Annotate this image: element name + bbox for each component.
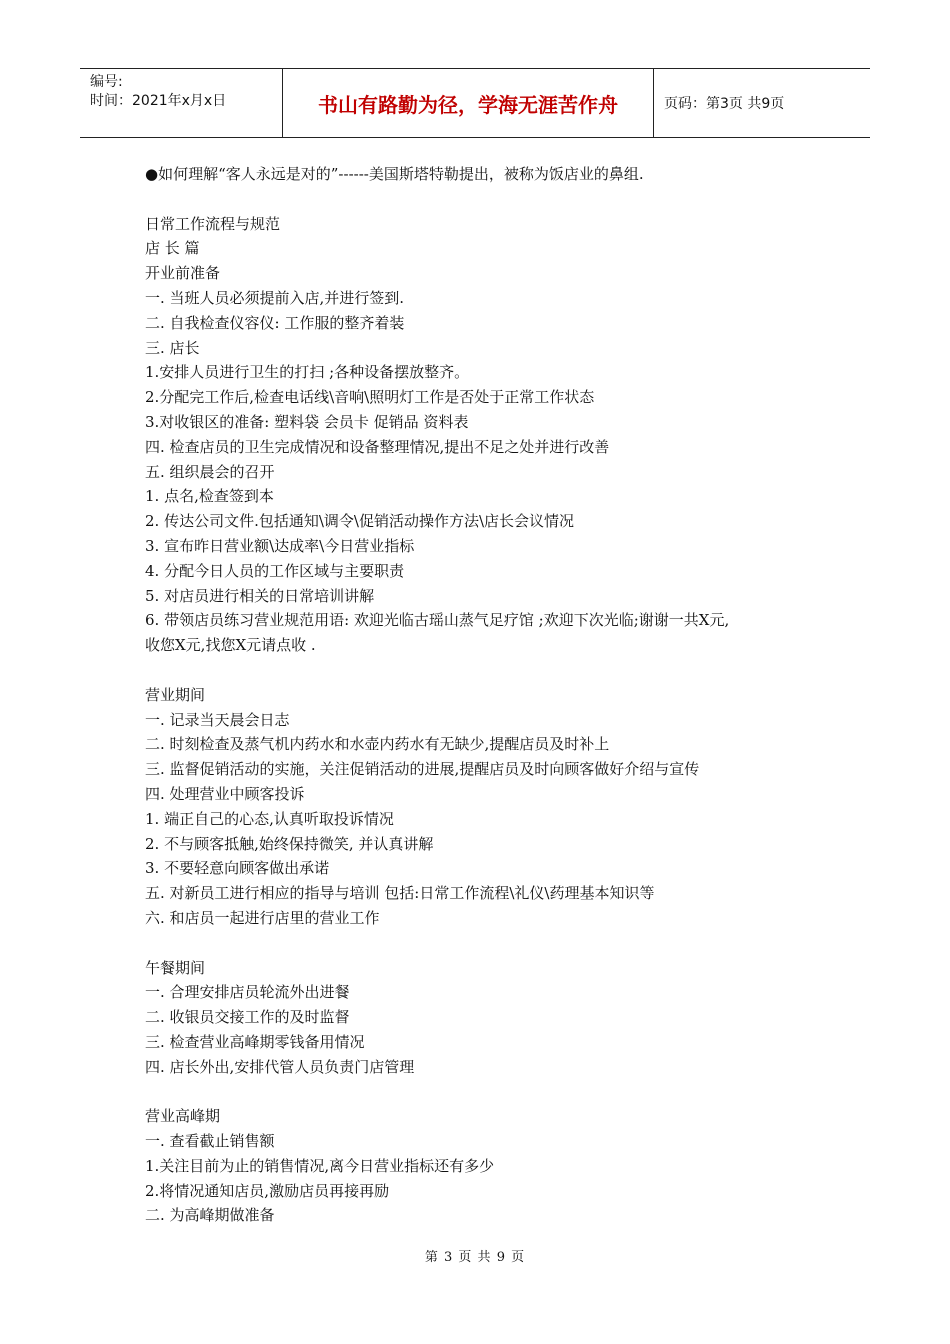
header-info: [80, 69, 282, 137]
text-line: 1. 端正自己的心态,认真听取投诉情况: [145, 809, 394, 828]
text-line: 2. 不与顾客抵触,始终保持微笑, 并认真讲解: [145, 834, 434, 853]
text-line: 四. 处理营业中顾客投诉: [145, 784, 305, 803]
text-line: 午餐期间: [145, 958, 206, 977]
text-line: 一. 合理安排店员轮流外出进餐: [145, 983, 350, 1002]
text-line: 五. 组织晨会的召开: [145, 462, 275, 481]
page-footer: 第 3 页 共 9 页: [424, 1250, 526, 1265]
text-line: ●如何理解“客人永远是对的”------美国斯塔特勒提出，被称为饭店业的鼻组.: [145, 165, 644, 183]
text-line: 二. 收银员交接工作的及时监督: [145, 1008, 350, 1027]
blank-line: [145, 931, 825, 956]
text-line: 三. 监督促销活动的实施，关注促销活动的进展,提醒店员及时向顾客做好介绍与宣传: [145, 760, 700, 779]
blank-line: [145, 1079, 825, 1104]
text-line: 店 长 篇: [145, 239, 200, 258]
header-page-number: 页码：第3页 共9页: [664, 96, 785, 112]
text-line: 四. 店长外出,安排代管人员负责门店管理: [145, 1057, 415, 1076]
header-motto: 书山有路勤为径，学海无涯苦作舟: [282, 69, 654, 137]
text-line: 2.分配完工作后,检查电话线\音响\照明灯工作是否处于正常工作状态: [145, 388, 595, 407]
text-line: 一. 当班人员必须提前入店,并进行签到.: [145, 288, 405, 307]
text-line: 3. 宣布昨日营业额\达成率\今日营业指标: [145, 536, 415, 555]
text-line: 6. 带领店员练习营业规范用语: 欢迎光临古瑶山蒸气足疗馆 ;欢迎下次光临;谢谢一共X元,: [145, 611, 730, 630]
text-line: 开业前准备: [145, 264, 221, 283]
text-line: 二. 时刻检查及蒸气机内药水和水壶内药水有无缺少,提醒店员及时补上: [145, 735, 610, 754]
text-line: 五. 对新员工进行相应的指导与培训 包括:日常工作流程\礼仪\药理基本知识等: [145, 884, 655, 903]
text-line: 收您X元,找您X元请点收 .: [145, 636, 316, 655]
text-line: 营业高峰期: [145, 1107, 221, 1126]
text-line: 2.将情况通知店员,激励店员再接再励: [145, 1181, 390, 1200]
text-line: 1.关注目前为止的销售情况,离今日营业指标还有多少: [145, 1156, 495, 1175]
text-line: 六. 和店员一起进行店里的营业工作: [145, 908, 380, 927]
text-line: 3.对收银区的准备: 塑料袋 会员卡 促销品 资料表: [145, 412, 469, 431]
document-body: [145, 162, 825, 1228]
text-line: 2. 传达公司文件.包括通知\调令\促销活动操作方法\店长会议情况: [145, 512, 575, 531]
text-line: 四. 检查店员的卫生完成情况和设备整理情况,提出不足之处并进行改善: [145, 437, 610, 456]
page-header: [80, 68, 870, 138]
blank-line: [145, 658, 825, 683]
document-number-label: 编号:: [90, 74, 123, 90]
blank-line: [145, 187, 825, 212]
text-line: 3. 不要轻意向顾客做出承诺: [145, 859, 330, 878]
text-line: 一. 记录当天晨会日志: [145, 710, 290, 729]
text-line: 营业期间: [145, 685, 206, 704]
text-line: 1.安排人员进行卫生的打扫 ;各种设备摆放整齐。: [145, 363, 470, 382]
text-line: 二. 自我检查仪容仪: 工作服的整齐着装: [145, 313, 405, 332]
text-line: 日常工作流程与规范: [145, 214, 281, 233]
text-line: 二. 为高峰期做准备: [145, 1206, 275, 1225]
text-line: 三. 店长: [145, 338, 200, 357]
text-line: 4. 分配今日人员的工作区域与主要职责: [145, 561, 405, 580]
text-line: 三. 检查营业高峰期零钱备用情况: [145, 1032, 365, 1051]
document-date: 时间：2021年x月x日: [90, 93, 227, 109]
text-line: 一. 查看截止销售额: [145, 1132, 275, 1151]
text-line: 5. 对店员进行相关的日常培训讲解: [145, 586, 375, 605]
text-line: 1. 点名,检查签到本: [145, 487, 274, 506]
